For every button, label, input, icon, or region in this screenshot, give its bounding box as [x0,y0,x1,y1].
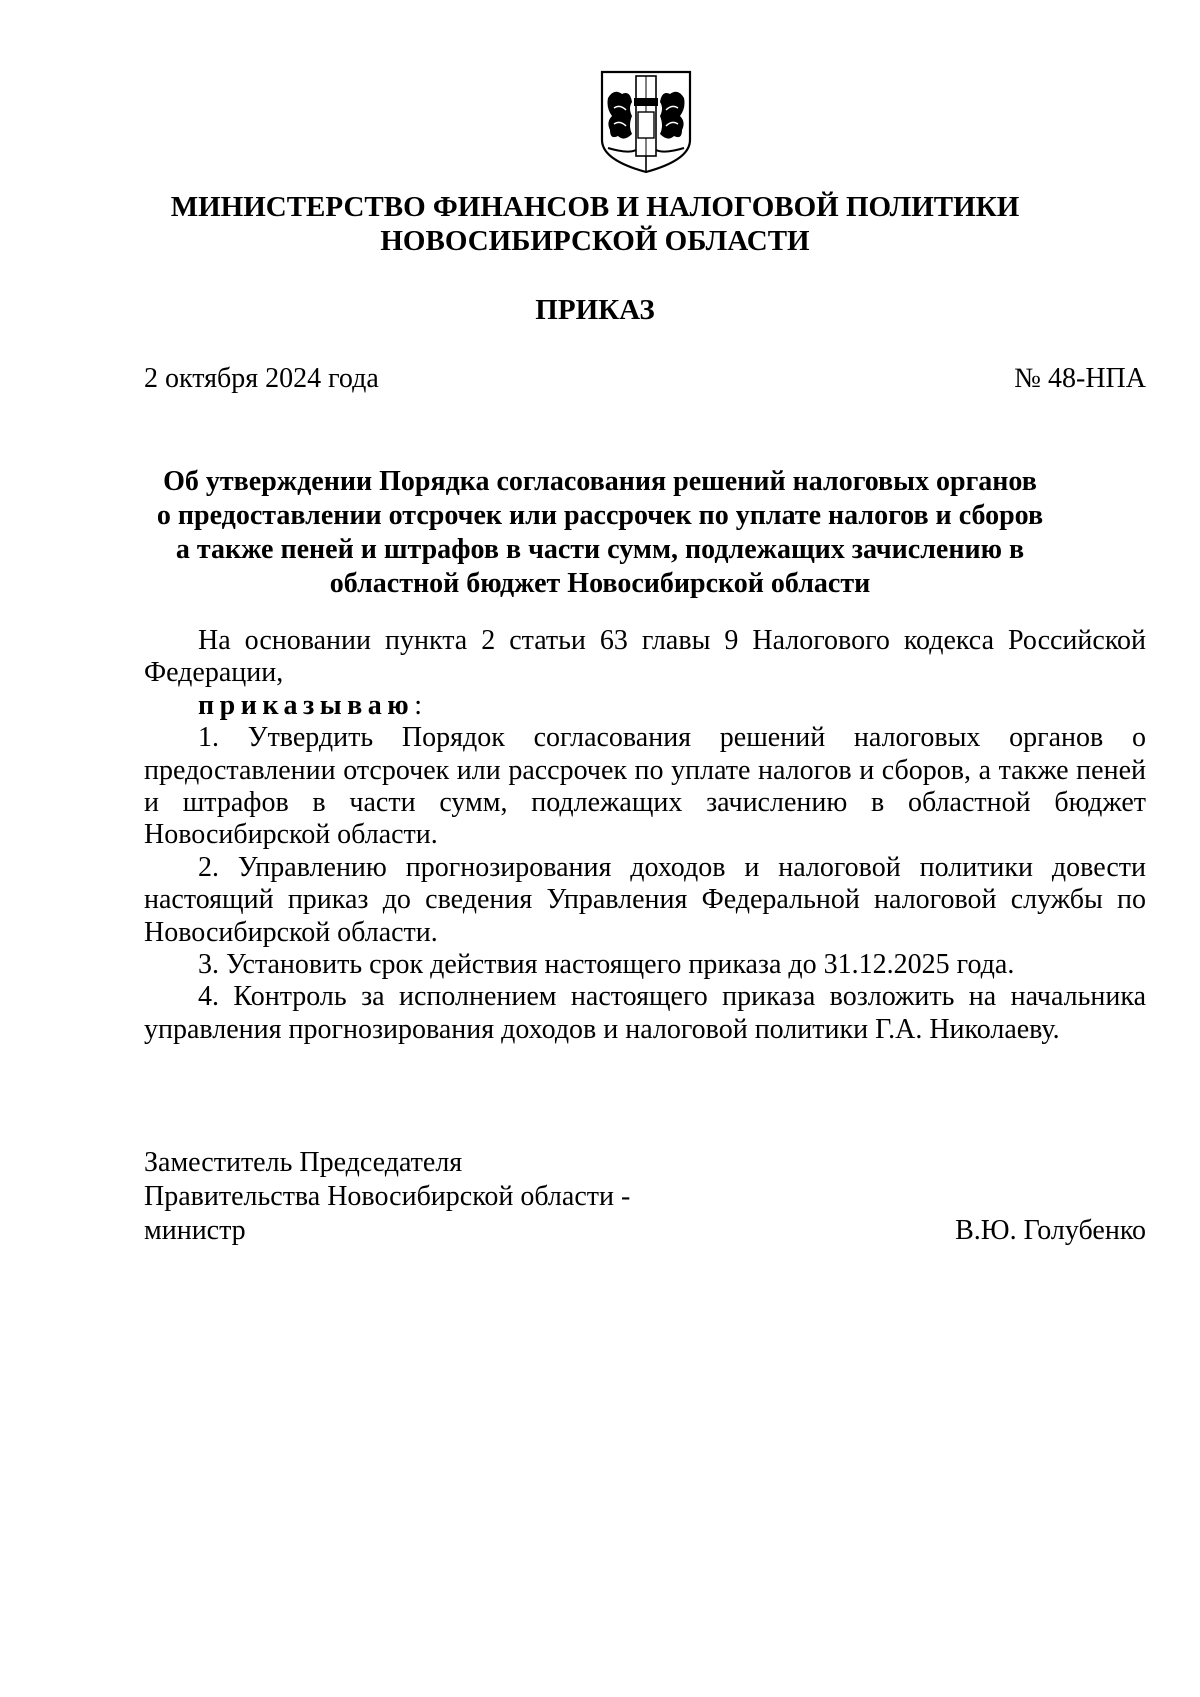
signatory-position-line3: министр [144,1215,246,1246]
signatory-position-line2: Правительства Новосибирской области - [144,1181,631,1212]
order-item-1: 1. Утвердить Порядок согласования решений налоговых органов о предоставлении отсрочек или рассрочек по уплате налогов и сборов, а также пеней и штрафов в части сумм, подлежащих зачислению в областной бюджет Новосибирской области. [144,722,1146,851]
document-subject [140,465,1060,601]
signatory-name: В.Ю. Голубенко [955,1215,1146,1246]
signatory-position-line1: Заместитель Председателя [144,1147,463,1178]
basis-paragraph: На основании пункта 2 статьи 63 главы 9 Налогового кодекса Российской Федерации, [144,625,1146,689]
subject-line3: а также пеней и штрафов в части сумм, подлежащих зачислению в [175,534,1025,565]
ministry-name-line2: НОВОСИБИРСКОЙ ОБЛАСТИ [380,225,810,257]
document-type: ПРИКАЗ [535,294,655,326]
ministry-name [0,190,1190,258]
coat-of-arms-icon [598,68,694,176]
document-body [144,625,1146,1046]
subject-line1: Об утверждении Порядка согласования решений налоговых органов [163,466,1037,497]
subject-line4: областной бюджет Новосибирской области [329,568,871,599]
signatory-position [144,1146,630,1248]
decree-colon: : [414,689,422,721]
order-item-4: 4. Контроль за исполнением настоящего приказа возложить на начальника управления прогнозирования доходов и налоговой политики Г.А. Николаеву. [144,981,1146,1045]
decree-word: приказываю [198,689,415,721]
document-date: 2 октября 2024 года [144,363,379,394]
ministry-name-line1: МИНИСТЕРСТВО ФИНАНСОВ И НАЛОГОВОЙ ПОЛИТИКИ [170,191,1020,223]
decree-line [144,690,1146,722]
order-item-3: 3. Установить срок действия настоящего приказа до 31.12.2025 года. [198,949,1015,981]
document-number: № 48-НПА [1014,363,1146,394]
subject-line2: о предоставлении отсрочек или рассрочек по уплате налогов и сборов [156,500,1044,531]
order-item-2: 2. Управлению прогнозирования доходов и налоговой политики довести настоящий приказ до сведения Управления Федеральной налоговой службы по Новосибирской области. [144,851,1146,948]
